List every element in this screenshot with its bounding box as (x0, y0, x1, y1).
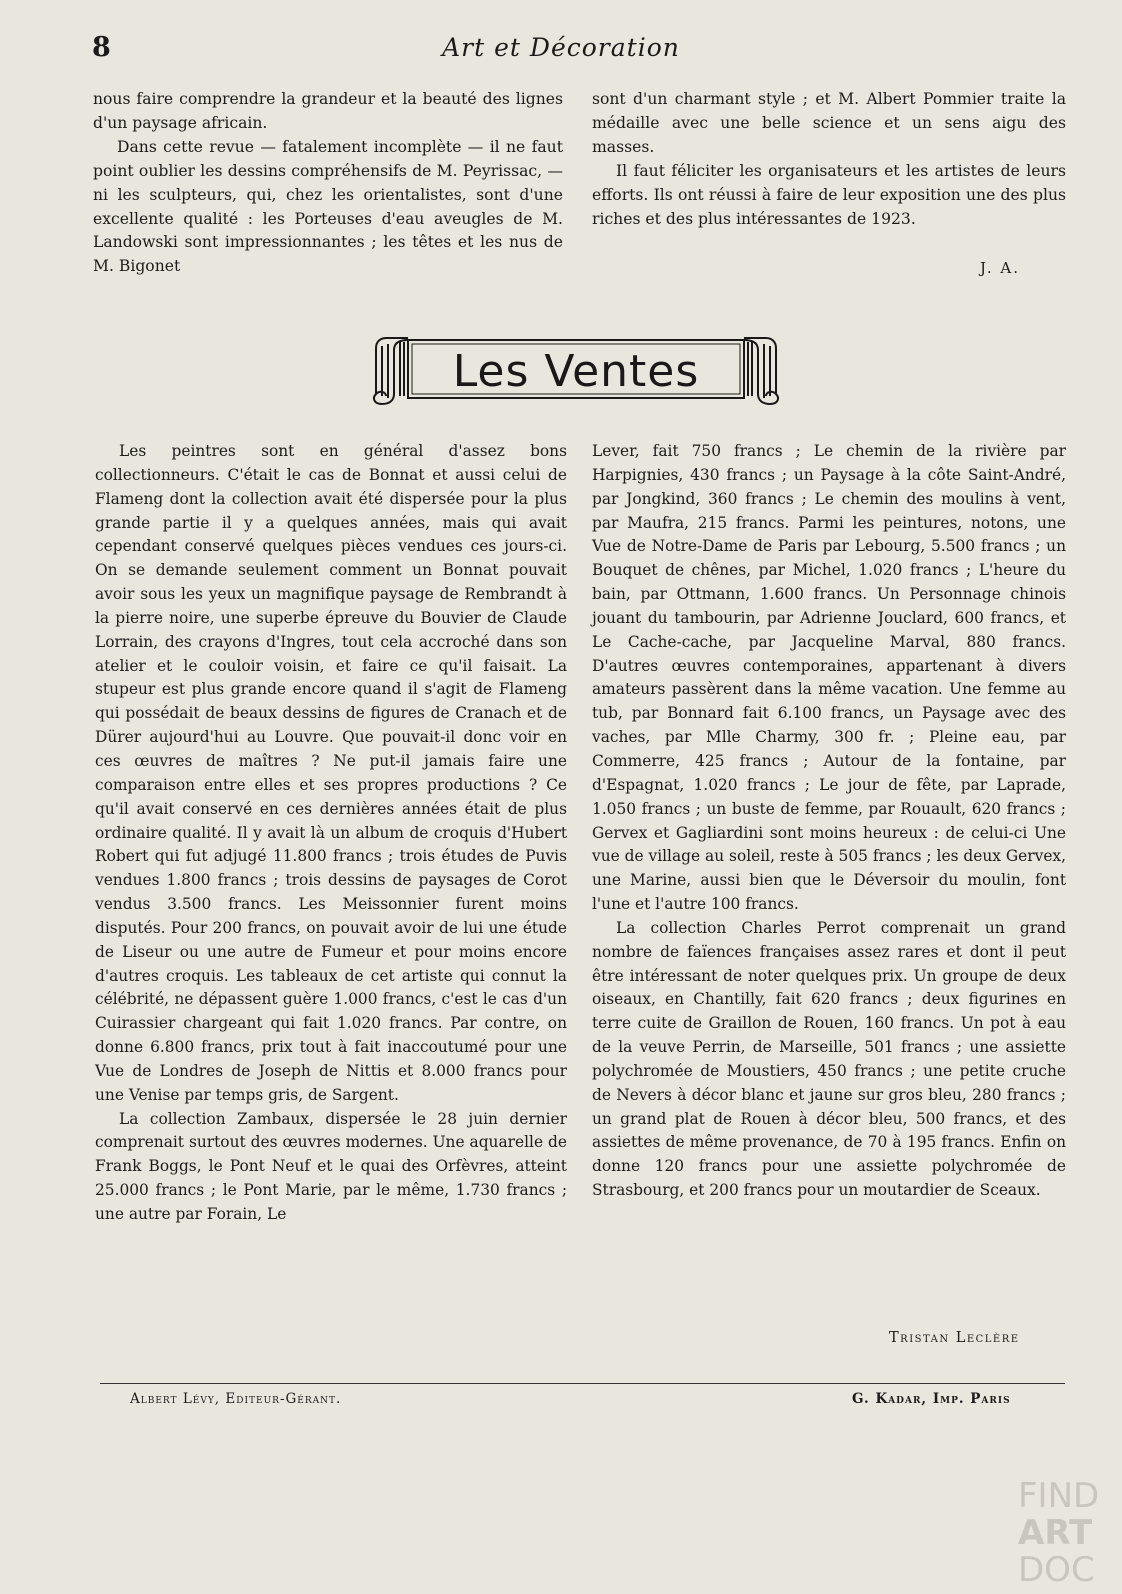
watermark-line: DOC (1018, 1550, 1095, 1590)
page-number: 8 (92, 32, 111, 63)
footer-divider (100, 1383, 1065, 1384)
publisher-credit: Albert Lévy, Editeur-Gérant. (130, 1391, 342, 1407)
paragraph: nous faire comprendre la grandeur et la beauté des lignes d'un paysage africain. (93, 90, 563, 132)
article-left-column (95, 440, 567, 1227)
watermark-line: ART (1018, 1513, 1093, 1553)
watermark-line: FIND (1018, 1476, 1100, 1516)
paragraph: Lever, fait 750 francs ; Le chemin de la rivière par Harpignies, 430 francs ; un Paysage à la côte Saint-André, par Jongkind, 360 francs ; Le chemin des moulins à vent, par Maufra, 215 francs. Parmi les peintures, notons, une Vue de Notre-Dame de Paris par Lebourg, 5.500 francs ; un Bouquet de chênes, par Michel, 1.020 francs ; L'heure du bain, par Ottmann, 1.600 francs. Un Personnage chinois jouant du tambourin, par Adrienne Jouclard, 600 francs, et Le Cache-cache, par Jacqueline Marval, 880 francs. D'autres œuvres contemporaines, appartenant à divers amateurs passèrent dans la même vacation. Une femme au tub, par Bonnard fait 6.100 francs, un Paysage avec des vaches, par Mlle Charmy, 300 fr. ; Pleine eau, par Commerre, 425 francs ; Autour de la fontaine, par d'Espagnat, 1.020 francs ; Le jour de fête, par Laprade, 1.050 francs ; un buste de femme, par Rouault, 620 francs ; Gervex et Gagliardini sont moins heureux : de celui-ci Une vue de village au soleil, reste à 505 francs ; les deux Gervex, une Marine, aussi bien que le Déversoir du moulin, font l'une et l'autre 100 francs. (592, 442, 1066, 914)
top-left-column (93, 88, 563, 279)
paragraph: Les peintres sont en général d'assez bons collectionneurs. C'était le cas de Bonnat et aussi celui de Flameng dont la collection avait été dispersée pour la plus grande partie il y a quelques années, mais qui avait cependant conservé quelques pièces vendues ces jours-ci. On se demande seulement comment un Bonnat pouvait avoir sous les yeux un magnifique paysage de Rembrandt à la pierre noire, une superbe épreuve du Bouvier de Claude Lorrain, des crayons d'Ingres, tout cela accroché dans son atelier et le couloir voisin, et faire ce qu'il faisait. La stupeur est plus grande encore quand il s'agit de Flameng qui possédait de beaux dessins de figures de Cranach et de Dürer aujourd'hui au Louvre. Que pouvait-il donc voir en ces œuvres de maîtres ? Ne put-il jamais faire une comparaison entre elles et ses propres productions ? Ce qu'il avait conservé en ces dernières années était de plus ordinaire qualité. Il y avait là un album de croquis d'Hubert Robert qui fut adjugé 11.800 francs ; trois études de Puvis vendues 1.800 francs ; trois dessins de paysages de Corot vendus 3.500 francs. Les Meissonnier furent moins disputés. Pour 200 francs, on pouvait avoir de lui une étude de Liseur ou une autre de Fumeur et pour moins encore d'autres croquis. Les tableaux de cet artiste qui connut la célébrité, ne dépassent guère 1.000 francs, c'est le cas d'un Cuirassier chargeant qui fait 1.020 francs. Par contre, on donne 6.800 francs, prix tout à fait inaccoutumé pour une Vue de Londres de Joseph de Nittis et 8.000 francs pour une Venise par temps gris, de Sargent. (95, 442, 567, 1104)
article-right-column (592, 440, 1066, 1203)
paragraph: Dans cette revue — fatalement incomplète — il ne faut point oublier les dessins compréhensifs de M. Peyrissac, — ni les sculpteurs, qui, chez les orientalistes, sont d'une excellente qualité : les Porteuses d'eau aveugles de M. Landowski sont impressionnantes ; les têtes et les nus de M. Bigonet (93, 137, 563, 276)
running-title: Art et Décoration (442, 33, 680, 62)
paragraph: La collection Charles Perrot comprenait un grand nombre de faïences françaises assez rares et dont il peut être intéressant de noter quelques prix. Un groupe de deux oiseaux, en Chantilly, fait 620 francs ; deux figurines en terre cuite de Graillon de Rouen, 160 francs. Un pot à eau de la veuve Perrin, de Marseille, 501 francs ; une assiette polychromée de Moustiers, 450 francs ; une petite cruche de Nevers à décor blanc et jaune sur gros bleu, 280 francs ; un grand plat de Rouen à décor bleu, 500 francs, et des assiettes de même provenance, de 70 à 195 francs. Enfin on donne 120 francs pour une assiette polychromée de Strasbourg, et 200 francs pour un moutardier de Sceaux. (592, 918, 1066, 1200)
paragraph: La collection Zambaux, dispersée le 28 juin dernier comprenait surtout des œuvres modernes. Une aquarelle de Frank Boggs, le Pont Neuf et le quai des Orfèvres, atteint 25.000 francs ; le Pont Marie, par le même, 1.730 francs ; une autre par Forain, Le (95, 1109, 567, 1223)
section-title: Les Ventes (452, 346, 700, 397)
top-right-column (592, 88, 1066, 231)
paragraph: sont d'un charmant style ; et M. Albert Pommier traite la médaille avec une belle science et un sens aigu des masses. (592, 90, 1066, 156)
watermark-logo (1018, 1478, 1122, 1594)
section-banner (368, 332, 784, 412)
article-signature: Tristan Leclère (889, 1330, 1020, 1346)
paragraph: Il faut féliciter les organisateurs et les artistes de leurs efforts. Ils ont réussi à faire de leur exposition une des plus riches et des plus intéressantes de 1923. (592, 161, 1066, 228)
printer-credit: G. Kadar, Imp. Paris (852, 1391, 1011, 1407)
author-signature: J. A. (980, 259, 1020, 277)
